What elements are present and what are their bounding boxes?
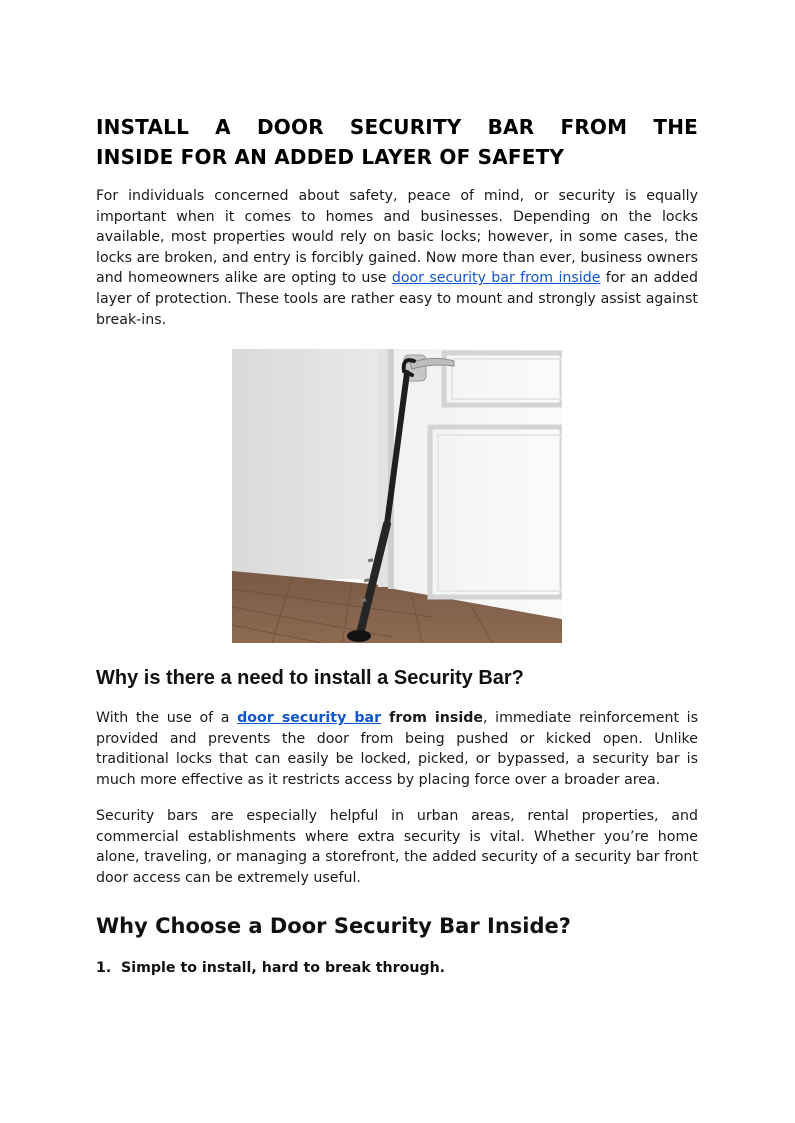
intro-paragraph bbox=[96, 186, 698, 330]
p1-bold-text: from inside bbox=[381, 710, 483, 726]
section1-paragraph-1 bbox=[96, 708, 698, 790]
list-item bbox=[96, 958, 445, 978]
door-security-bar-link[interactable]: door security bar from inside bbox=[391, 270, 601, 287]
title-line-1: INSTALL A DOOR SECURITY BAR FROM THE bbox=[96, 115, 698, 139]
intro-text-end: for an added layer of protection. These tools are rather easy to mount and strongly assist against break-ins. bbox=[96, 270, 699, 328]
section1-paragraph-2: Security bars are especially helpful in urban areas, rental properties, and commercial establishments where extra security is vital. Whether you’re home alone, traveling, or managing a storefront, the added security of a security bar front door access can be extremely useful. bbox=[96, 808, 698, 886]
section-heading-need: Why is there a need to install a Security Bar? bbox=[96, 667, 524, 689]
door-security-bar-photo bbox=[232, 349, 562, 643]
wall-shape bbox=[232, 349, 382, 579]
door-security-bar-bold-link[interactable]: door security bar bbox=[237, 710, 382, 726]
section-heading-why-choose: Why Choose a Door Security Bar Inside? bbox=[96, 914, 571, 938]
list-item-number: 1. bbox=[96, 960, 112, 976]
page-title bbox=[96, 112, 698, 172]
list-item-text: Simple to install, hard to break through. bbox=[121, 960, 446, 976]
door-shape bbox=[394, 349, 562, 619]
bar-foot bbox=[347, 630, 371, 642]
p1-rest: , immediate reinforcement is provided and prevents the door from being pushed or kicked open. Unlike traditional locks that can easily be locked, picked, or bypassed, a security bar is much more effective as it restricts access by placing force over a broader area. bbox=[96, 710, 698, 788]
title-line-2: INSIDE FOR AN ADDED LAYER OF SAFETY bbox=[96, 145, 565, 169]
p1-prefix: With the use of a bbox=[96, 710, 238, 726]
intro-text: For individuals concerned about safety, peace of mind, or security is equally important when it comes to homes and businesses. Depending on the locks available, most properties would rely on basic locks; however, in some cases, the locks are broken, and entry is forcibly gained. Now more than ever, business owners and homeowners alike are opting to use bbox=[96, 188, 698, 287]
